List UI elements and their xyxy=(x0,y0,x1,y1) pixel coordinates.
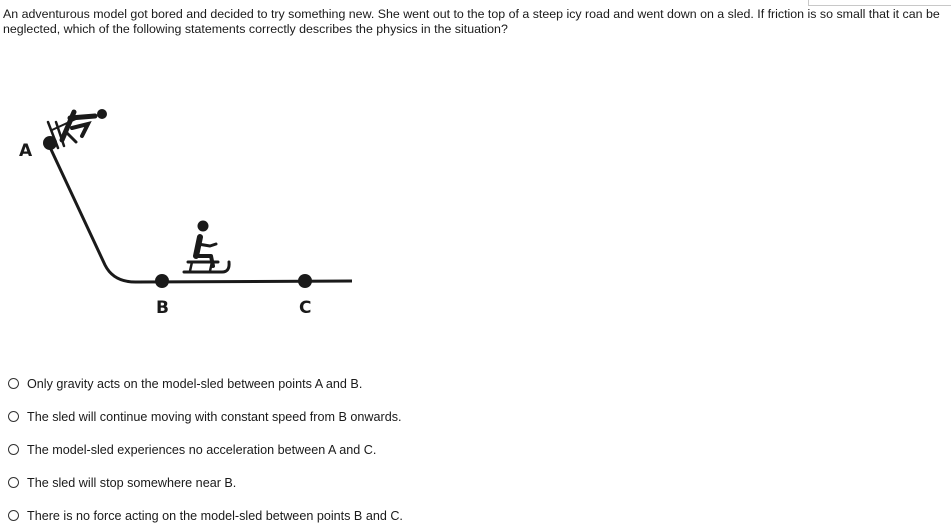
radio-button-2[interactable] xyxy=(8,411,19,422)
radio-button-3[interactable] xyxy=(8,444,19,455)
answer-option-2[interactable] xyxy=(8,400,403,433)
answer-option-4[interactable] xyxy=(8,466,403,499)
point-c-dot xyxy=(298,274,312,288)
answer-option-label: There is no force acting on the model-sled between points B and C. xyxy=(27,508,403,523)
sled-rider-icon xyxy=(184,221,229,273)
answer-option-3[interactable] xyxy=(8,433,403,466)
answer-options xyxy=(8,367,403,532)
radio-button-1[interactable] xyxy=(8,378,19,389)
point-a-label: A xyxy=(19,141,33,161)
sled-path-diagram xyxy=(0,95,370,335)
top-edge-frame xyxy=(808,0,951,6)
answer-option-label: Only gravity acts on the model-sled between points A and B. xyxy=(27,376,363,391)
tumbling-sled-rider-icon xyxy=(48,109,107,148)
point-b-dot xyxy=(155,274,169,288)
answer-option-5[interactable] xyxy=(8,499,403,532)
radio-button-5[interactable] xyxy=(8,510,19,521)
point-b-label: B xyxy=(156,298,169,318)
answer-option-label: The model-sled experiences no acceleration between A and C. xyxy=(27,442,377,457)
answer-option-label: The sled will continue moving with constant speed from B onwards. xyxy=(27,409,402,424)
answer-option-1[interactable] xyxy=(8,367,403,400)
radio-button-4[interactable] xyxy=(8,477,19,488)
question-text: An adventurous model got bored and decided to try something new. She went out to the top of a steep icy road and went down on a sled. If friction is so small that it can be neglected, which of the following statements correctly describes the physics in the situation? xyxy=(3,7,940,36)
point-c-label: C xyxy=(299,298,312,318)
answer-option-label: The sled will stop somewhere near B. xyxy=(27,475,237,490)
